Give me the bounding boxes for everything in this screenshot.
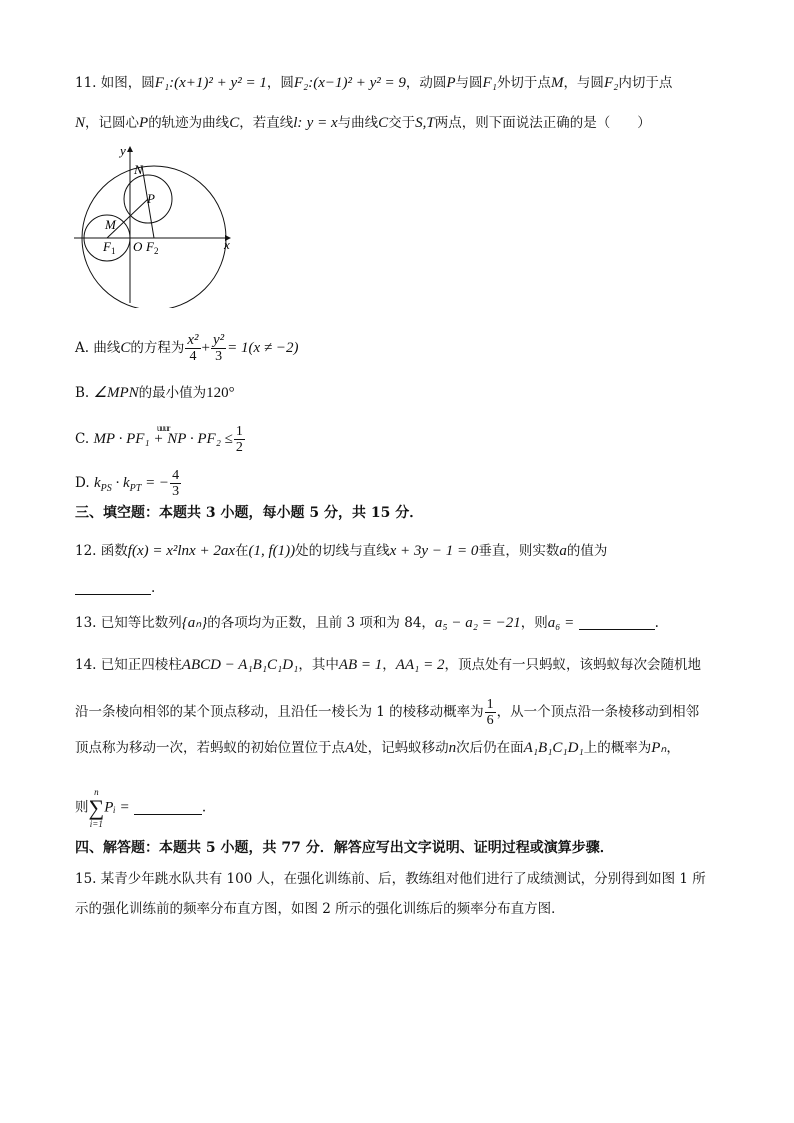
q11-option-c: C. uuur MP · PF₁ + NP · PF₂ ≤ $\frac{1}{2}$: [75, 424, 246, 455]
summation-symbol: n ∑ i=1: [88, 787, 105, 829]
fraction-y2-3: $\frac{\text{y²}}{3}$: [212, 332, 225, 364]
q13-answer-blank[interactable]: [579, 615, 655, 630]
vector-arrow-marks: uuur: [156, 423, 170, 433]
section-3-header: 三、填空题：本题共 3 小题，每小题 5 分，共 15 分．: [75, 505, 424, 521]
q11-option-b: B. ∠MPN的最小值为120°: [75, 385, 235, 401]
q14-number: 14.: [75, 657, 97, 673]
label-f2: $F_2$: [146, 239, 159, 256]
fraction-1-6: $\frac{1}{6}$: [486, 697, 494, 728]
q13-number: 13.: [75, 615, 97, 631]
q11-line2: N，记圆心P的轨迹为曲线C，若直线l: y = x与曲线C交于S,T两点，则下面说法正确的是（ ）: [75, 115, 651, 131]
q11-option-a: A. 曲线C的方程为 $\frac{\text{x²}}{4}$ + $\frac{\text{y²}}{3}$ = 1(x ≠ −2): [75, 332, 299, 364]
q13-line: 13. 已知等比数列{aₙ}的各项均为正数，且前 3 项和为 84，a₅ − a₂ = −21，则a₆ = .: [75, 615, 659, 631]
q12-line2: .: [75, 578, 155, 598]
label-x: x: [224, 237, 230, 252]
q15-line1: 15. 某青少年跳水队共有 100 人，在强化训练前、后，教练组对他们进行了成绩测试，分别得到如图 1 所: [75, 871, 706, 887]
label-o: O: [133, 239, 143, 254]
line-l-equation: y = x: [306, 115, 338, 131]
label-y: y: [120, 143, 126, 158]
q14-answer-blank[interactable]: [134, 800, 202, 815]
label-m: M: [105, 217, 116, 232]
q14-line3: 顶点称为移动一次，若蚂蚁的初始位置位于点A处，记蚂蚁移动n次后仍在面A₁B₁C₁D₁上的概率为Pₙ，: [75, 740, 680, 756]
label-f1: $F_1$: [103, 239, 116, 256]
q14-line2: 沿一条棱向相邻的某个顶点移动，且沿任一棱长为 1 的棱移动概率为 $\frac{1}{6}$ ，从一个顶点沿一条棱移动到相邻: [75, 697, 700, 728]
fraction-x2-4: $\frac{\text{x²}}{4}$: [187, 332, 199, 364]
q14-line1: 14. 已知正四棱柱ABCD − A₁B₁C₁D₁，其中AB = 1，AA₁ = 2，顶点处有一只蚂蚁，该蚂蚁每次会随机地: [75, 657, 701, 673]
q12-line1: 12. 函数f(x) = x²lnx + 2ax在(1, f(1))处的切线与直线x + 3y − 1 = 0垂直，则实数a的值为: [75, 543, 608, 559]
q11-line1: 11. 如图，圆F₁:(x+1)² + y² = 1，圆F₂:(x−1)² + y² = 9，动圆P与圆F₁外切于点M，与圆F₂内切于点: [75, 75, 673, 91]
vector-expression: MP · PF₁ + NP · PF₂ ≤: [93, 431, 233, 447]
q12-answer-blank[interactable]: [75, 580, 151, 595]
label-n: N: [134, 162, 143, 177]
section-4-header: 四、解答题：本题共 5 小题，共 77 分．解答应写出文字说明、证明过程或演算步骤．: [75, 840, 614, 856]
label-p: P: [147, 191, 155, 206]
q15-line2: 示的强化训练前的频率分布直方图，如图 2 所示的强化训练后的频率分布直方图．: [75, 901, 565, 917]
circle-f1-equation: F₁:(x+1)² + y² = 1: [154, 75, 267, 91]
q11-figure: [70, 143, 240, 308]
q14-line4: 则 n ∑ i=1 Pᵢ = .: [75, 787, 207, 829]
circle-f2-equation: F₂:(x−1)² + y² = 9: [293, 75, 406, 91]
q11-number: 11.: [75, 75, 97, 91]
q11-option-d: D. $k_{PS} \cdot k_{PT}$ = − $\frac{4}{3}$: [75, 468, 180, 499]
fraction-4-3: $\frac{4}{3}$: [172, 468, 180, 499]
fraction-1-2: $\frac{1}{2}$: [235, 424, 243, 455]
q12-number: 12.: [75, 543, 97, 559]
